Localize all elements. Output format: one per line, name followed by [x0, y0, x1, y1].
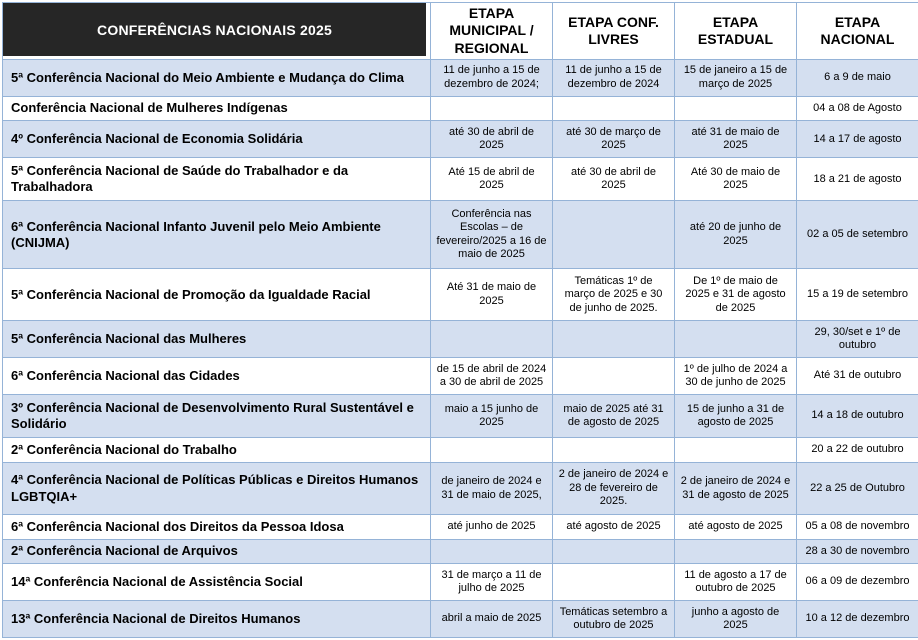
table-row — [3, 462, 918, 514]
etapa-nacional-cell: 15 a 19 de setembro — [797, 269, 918, 321]
etapa-nacional-cell: 28 a 30 de novembro — [797, 539, 918, 564]
table-title: CONFERÊNCIAS NACIONAIS 2025 — [3, 3, 426, 56]
etapa-nacional-cell: 6 a 9 de maio — [797, 60, 918, 97]
etapa-conf-livres-cell: Temáticas setembro a outubro de 2025 — [553, 601, 675, 638]
etapa-estadual-cell — [675, 321, 797, 358]
conferences-table — [2, 2, 918, 638]
table-row — [3, 395, 918, 438]
etapa-municipal-cell: Até 15 de abril de 2025 — [431, 158, 553, 201]
etapa-conf-livres-cell — [553, 438, 675, 463]
etapa-municipal-cell: abril a maio de 2025 — [431, 601, 553, 638]
etapa-nacional-cell: 20 a 22 de outubro — [797, 438, 918, 463]
conference-name-cell: 6ª Conferência Nacional dos Direitos da Pessoa Idosa — [3, 515, 431, 540]
column-header-etapa-estadual: ETAPA ESTADUAL — [675, 3, 797, 60]
conference-name-cell: Conferência Nacional de Mulheres Indígenas — [3, 96, 431, 121]
etapa-municipal-cell — [431, 539, 553, 564]
table-row — [3, 158, 918, 201]
etapa-estadual-cell: até 20 de junho de 2025 — [675, 201, 797, 269]
column-header-etapa-municipal: ETAPA MUNICIPAL / REGIONAL — [431, 3, 553, 60]
etapa-estadual-cell — [675, 539, 797, 564]
etapa-nacional-cell: 29, 30/set e 1º de outubro — [797, 321, 918, 358]
etapa-conf-livres-cell: até agosto de 2025 — [553, 515, 675, 540]
etapa-estadual-cell — [675, 438, 797, 463]
etapa-nacional-cell: 22 a 25 de Outubro — [797, 462, 918, 514]
conference-name-cell: 14ª Conferência Nacional de Assistência Social — [3, 564, 431, 601]
etapa-conf-livres-cell: maio de 2025 até 31 de agosto de 2025 — [553, 395, 675, 438]
conference-name-cell: 6ª Conferência Nacional Infanto Juvenil pelo Meio Ambiente (CNIJMA) — [3, 201, 431, 269]
etapa-conf-livres-cell: até 30 de março de 2025 — [553, 121, 675, 158]
column-header-etapa-conf-livres: ETAPA CONF. LIVRES — [553, 3, 675, 60]
table-row — [3, 438, 918, 463]
etapa-nacional-cell: 06 a 09 de dezembro — [797, 564, 918, 601]
etapa-estadual-cell: Até 30 de maio de 2025 — [675, 158, 797, 201]
etapa-nacional-cell: 18 a 21 de agosto — [797, 158, 918, 201]
etapa-estadual-cell: 1º de julho de 2024 a 30 de junho de 2025 — [675, 358, 797, 395]
table-row — [3, 358, 918, 395]
conference-name-cell: 3º Conferência Nacional de Desenvolvimento Rural Sustentável e Solidário — [3, 395, 431, 438]
etapa-municipal-cell: de janeiro de 2024 e 31 de maio de 2025, — [431, 462, 553, 514]
conference-name-cell: 5ª Conferência Nacional de Promoção da Igualdade Racial — [3, 269, 431, 321]
etapa-estadual-cell: até agosto de 2025 — [675, 515, 797, 540]
column-header-etapa-nacional: ETAPA NACIONAL — [797, 3, 918, 60]
etapa-nacional-cell: 14 a 17 de agosto — [797, 121, 918, 158]
conference-name-cell: 5ª Conferência Nacional do Meio Ambiente e Mudança do Clima — [3, 60, 431, 97]
table-row — [3, 96, 918, 121]
table-row — [3, 601, 918, 638]
conference-name-cell: 4º Conferência Nacional de Economia Solidária — [3, 121, 431, 158]
table-row — [3, 539, 918, 564]
etapa-conf-livres-cell — [553, 96, 675, 121]
table-row — [3, 269, 918, 321]
conference-name-cell: 2ª Conferência Nacional de Arquivos — [3, 539, 431, 564]
etapa-nacional-cell: 05 a 08 de novembro — [797, 515, 918, 540]
header-row — [3, 3, 918, 60]
conference-name-cell: 6ª Conferência Nacional das Cidades — [3, 358, 431, 395]
table-row — [3, 564, 918, 601]
table-row — [3, 201, 918, 269]
etapa-conf-livres-cell — [553, 358, 675, 395]
etapa-municipal-cell: maio a 15 junho de 2025 — [431, 395, 553, 438]
table-row — [3, 60, 918, 97]
etapa-conf-livres-cell: até 30 de abril de 2025 — [553, 158, 675, 201]
table-row — [3, 121, 918, 158]
etapa-municipal-cell: de 15 de abril de 2024 a 30 de abril de 2025 — [431, 358, 553, 395]
etapa-nacional-cell: Até 31 de outubro — [797, 358, 918, 395]
etapa-estadual-cell: até 31 de maio de 2025 — [675, 121, 797, 158]
etapa-nacional-cell: 10 a 12 de dezembro — [797, 601, 918, 638]
etapa-nacional-cell: 04 a 08 de Agosto — [797, 96, 918, 121]
etapa-municipal-cell: 31 de março a 11 de julho de 2025 — [431, 564, 553, 601]
etapa-municipal-cell: 11 de junho a 15 de dezembro de 2024; — [431, 60, 553, 97]
etapa-conf-livres-cell — [553, 321, 675, 358]
etapa-estadual-cell — [675, 96, 797, 121]
etapa-municipal-cell: Conferência nas Escolas – de fevereiro/2025 a 16 de maio de 2025 — [431, 201, 553, 269]
table-row — [3, 321, 918, 358]
etapa-conf-livres-cell — [553, 564, 675, 601]
table-title-cell — [3, 3, 431, 60]
conference-name-cell: 4ª Conferência Nacional de Políticas Públicas e Direitos Humanos LGBTQIA+ — [3, 462, 431, 514]
etapa-municipal-cell — [431, 96, 553, 121]
etapa-estadual-cell: 11 de agosto a 17 de outubro de 2025 — [675, 564, 797, 601]
conference-name-cell: 13ª Conferência Nacional de Direitos Humanos — [3, 601, 431, 638]
etapa-nacional-cell: 02 a 05 de setembro — [797, 201, 918, 269]
etapa-conf-livres-cell: Temáticas 1º de março de 2025 e 30 de junho de 2025. — [553, 269, 675, 321]
etapa-conf-livres-cell — [553, 539, 675, 564]
conference-name-cell: 2ª Conferência Nacional do Trabalho — [3, 438, 431, 463]
etapa-municipal-cell — [431, 321, 553, 358]
etapa-conf-livres-cell — [553, 201, 675, 269]
etapa-estadual-cell: 15 de junho a 31 de agosto de 2025 — [675, 395, 797, 438]
etapa-estadual-cell: De 1º de maio de 2025 e 31 de agosto de 2025 — [675, 269, 797, 321]
etapa-municipal-cell: Até 31 de maio de 2025 — [431, 269, 553, 321]
etapa-estadual-cell: 15 de janeiro a 15 de março de 2025 — [675, 60, 797, 97]
etapa-municipal-cell: até 30 de abril de 2025 — [431, 121, 553, 158]
conference-name-cell: 5ª Conferência Nacional de Saúde do Trabalhador e da Trabalhadora — [3, 158, 431, 201]
etapa-estadual-cell: 2 de janeiro de 2024 e 31 de agosto de 2025 — [675, 462, 797, 514]
etapa-municipal-cell — [431, 438, 553, 463]
table-row — [3, 515, 918, 540]
etapa-estadual-cell: junho a agosto de 2025 — [675, 601, 797, 638]
etapa-nacional-cell: 14 a 18 de outubro — [797, 395, 918, 438]
conference-name-cell: 5ª Conferência Nacional das Mulheres — [3, 321, 431, 358]
etapa-conf-livres-cell: 2 de janeiro de 2024 e 28 de fevereiro de 2025. — [553, 462, 675, 514]
etapa-municipal-cell: até junho de 2025 — [431, 515, 553, 540]
etapa-conf-livres-cell: 11 de junho a 15 de dezembro de 2024 — [553, 60, 675, 97]
